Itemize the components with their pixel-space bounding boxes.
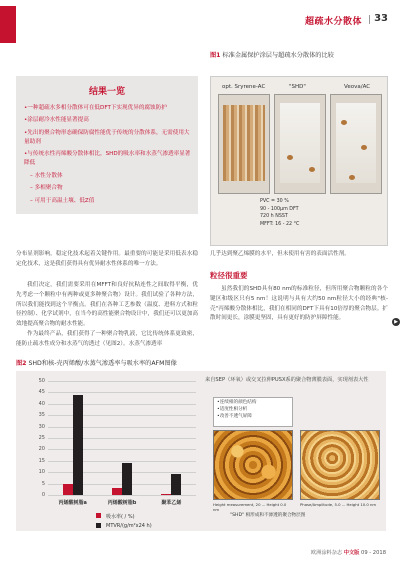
body-paragraph-2: 我们决定，我们需要采用在MFFT和良好抗粘连性之间取得平衡，优先考虑一个颗粒中有两种或更多种聚合物）设计。我们试验了各种方法，所以我们能找到这个平衡点。我们在各种工艺参数（温度、进料方式和粒径控制）、化学试剂中，在当今的高性能聚合物设计中，我们还可以更加高效地提高聚合物的耐水性能。 [16,282,198,328]
rust-pattern [223,105,265,181]
y-tick-label: 0 [41,492,45,498]
y-tick-label: 35 [38,412,45,419]
x-category-label: 丙烯酸树脂a [58,500,87,506]
summary-item: •与传统水性丙烯酸分散体相比，SHD的吸水率和水蒸气渗透率显著降低 [24,151,191,167]
spec-line: PVC = 30 % [260,199,289,204]
header-divider [369,15,370,24]
x-category-label: 聚苯乙烯 [161,500,182,506]
summary-item: – 水性分散体 [30,172,63,179]
test-panel-styrene [218,94,270,194]
summary-title: 结果一览 [88,87,125,97]
rust-spot [361,145,367,150]
afm-callout-box [213,397,293,427]
afm-callout-item: •连续相的颜色结构 [217,400,257,405]
legend-label: 吸水率( / %) [106,513,135,520]
chart-gridline [48,438,196,439]
figure1-caption-text: 标准金属保护涂层与超疏水分散体的比较 [222,52,334,59]
body-paragraph-3: 作为最终产品，我们获得了一种聚合物乳液，它比传统体系更致密，能防止疏水性成分和水蒸气的透过（见图2）。水蒸气渗透率 [16,331,198,347]
y-tick-label: 30 [38,423,45,430]
y-tick-label: 15 [38,457,45,464]
chart-gridline [48,404,196,405]
body-paragraph-right-1: 几乎达到聚乙烯膜的水平，但未使用有害的表面活性剂。 [210,251,350,257]
y-tick-label: 25 [38,435,45,441]
chart-bar [122,463,132,495]
body-paragraph-1: 分布显剂影响，稳定化技术起着关键作用。最重要的可能是采用低表水稳定化技术，这是我们获得具有优异耐水性体系的唯一方法。 [16,251,198,267]
figure1-caption [210,52,390,61]
summary-item: •一种超疏水多相分散体可在低DFT下实现优异的腐蚀防护 [24,105,167,111]
afm-callout-item: •改善不透气屏障 [217,413,252,419]
body-paragraph-right-2: 虽然我们的SHD具有80 nm的标准粒径，但所用聚合物颗粒的各个键区和级区只有5 nm！这说明与具有大约50 nm粒径大小的经典"核-壳"丙烯酸分散体相比，我们在相同的DFT下具有10倍厚的聚合物层。扩散时间更长，涂膜更坚固，具有更好的防护屏障性能。 [210,286,388,322]
test-panel-veova [330,94,382,194]
running-header-title: 超疏水分散体 [304,17,362,27]
summary-item: •涂层耐冷水性能显著提高 [24,117,89,124]
rust-spot [349,175,355,180]
y-tick-label: 10 [38,469,45,476]
figure2-number: 图2 [16,360,27,367]
bar-chart [16,371,206,531]
continue-arrow-icon: ▶ [392,318,400,326]
y-tick-label: 40 [38,400,45,407]
afm-intro: 来自SEP（环氧）或交叉拉伸PUSX系的聚合物薄膜表面，实现剂表大性 [205,377,369,383]
chart-bar [63,484,73,495]
chart-bar [161,494,171,495]
figure1-specs [260,198,299,229]
y-tick-label: 45 [38,389,45,396]
spec-line: 720 h NSST [260,214,288,220]
spec-line: MFFT: 16 - 22 °C [260,222,300,228]
side-accent-bar [0,6,16,43]
figure1-number: 图1 [210,52,221,59]
summary-item: – 多相聚合物 [30,185,63,192]
chart-gridline [48,449,196,450]
chart-gridline [48,381,196,382]
afm-image-height [213,430,293,500]
chart-gridline [48,461,196,462]
y-tick-label: 50 [38,378,45,384]
chart-gridline [48,392,196,393]
chart-gridline [48,427,196,428]
spec-line: 90 - 100μm DFT [260,206,299,212]
chart-bar [73,395,83,495]
photo-label-1: opt. Sryrene-AC [222,84,266,90]
clean-coating [336,103,376,183]
afm-caption: "SHD" 相形成和不渗透的聚合物层图 [230,513,306,518]
photo-label-3: Veova/AC [344,84,371,90]
afm-image-phase [300,430,380,500]
afm-callout-item: •适度性相分析 [217,406,248,412]
footer-magazine: 欧洲涂料杂志 [310,550,343,556]
legend-label: MTVR/(g/m²x24 h) [106,522,152,529]
chart-bar [171,474,181,495]
chart-gridline [48,415,196,416]
y-tick-label: 20 [38,446,45,453]
afm-scale-right: Phase/Amplitude, 5.0 ... Height 10.0 nm [300,502,377,507]
page-number: 33 [374,13,388,24]
summary-item: •先出的聚合物形态确保防腐性能优于传统的分散体系，无需使用大量助剂 [24,129,190,145]
rust-spot [309,167,315,172]
legend-swatch [96,523,101,528]
afm-scale-left: Height measurement, 20 ... Height 0.0 nm [213,502,287,512]
figure2-caption-text: SHD和核-壳丙烯酸/水蒸气渗透率与吸水率的AFM图像 [28,360,177,367]
summary-list [24,104,194,209]
x-category-label: 丙烯酸树脂b [107,500,137,506]
photo-label-2: "SHD" [289,84,306,90]
rust-spot [287,155,293,160]
summary-item: – 可用于高温土壤、低Z值 [30,197,95,204]
footer-edition: 中文版 [343,550,360,556]
figure2-caption [16,360,386,369]
footer-issue: 09 - 2018 [361,550,386,556]
chart-bar [112,488,122,495]
rust-spot [341,120,347,125]
y-tick-label: 5 [41,480,45,487]
footer [311,549,386,556]
chart-gridline [48,495,196,496]
section-subhead: 粒径很重要 [210,271,248,280]
legend-swatch [96,513,101,518]
test-panel-shd [274,94,326,194]
